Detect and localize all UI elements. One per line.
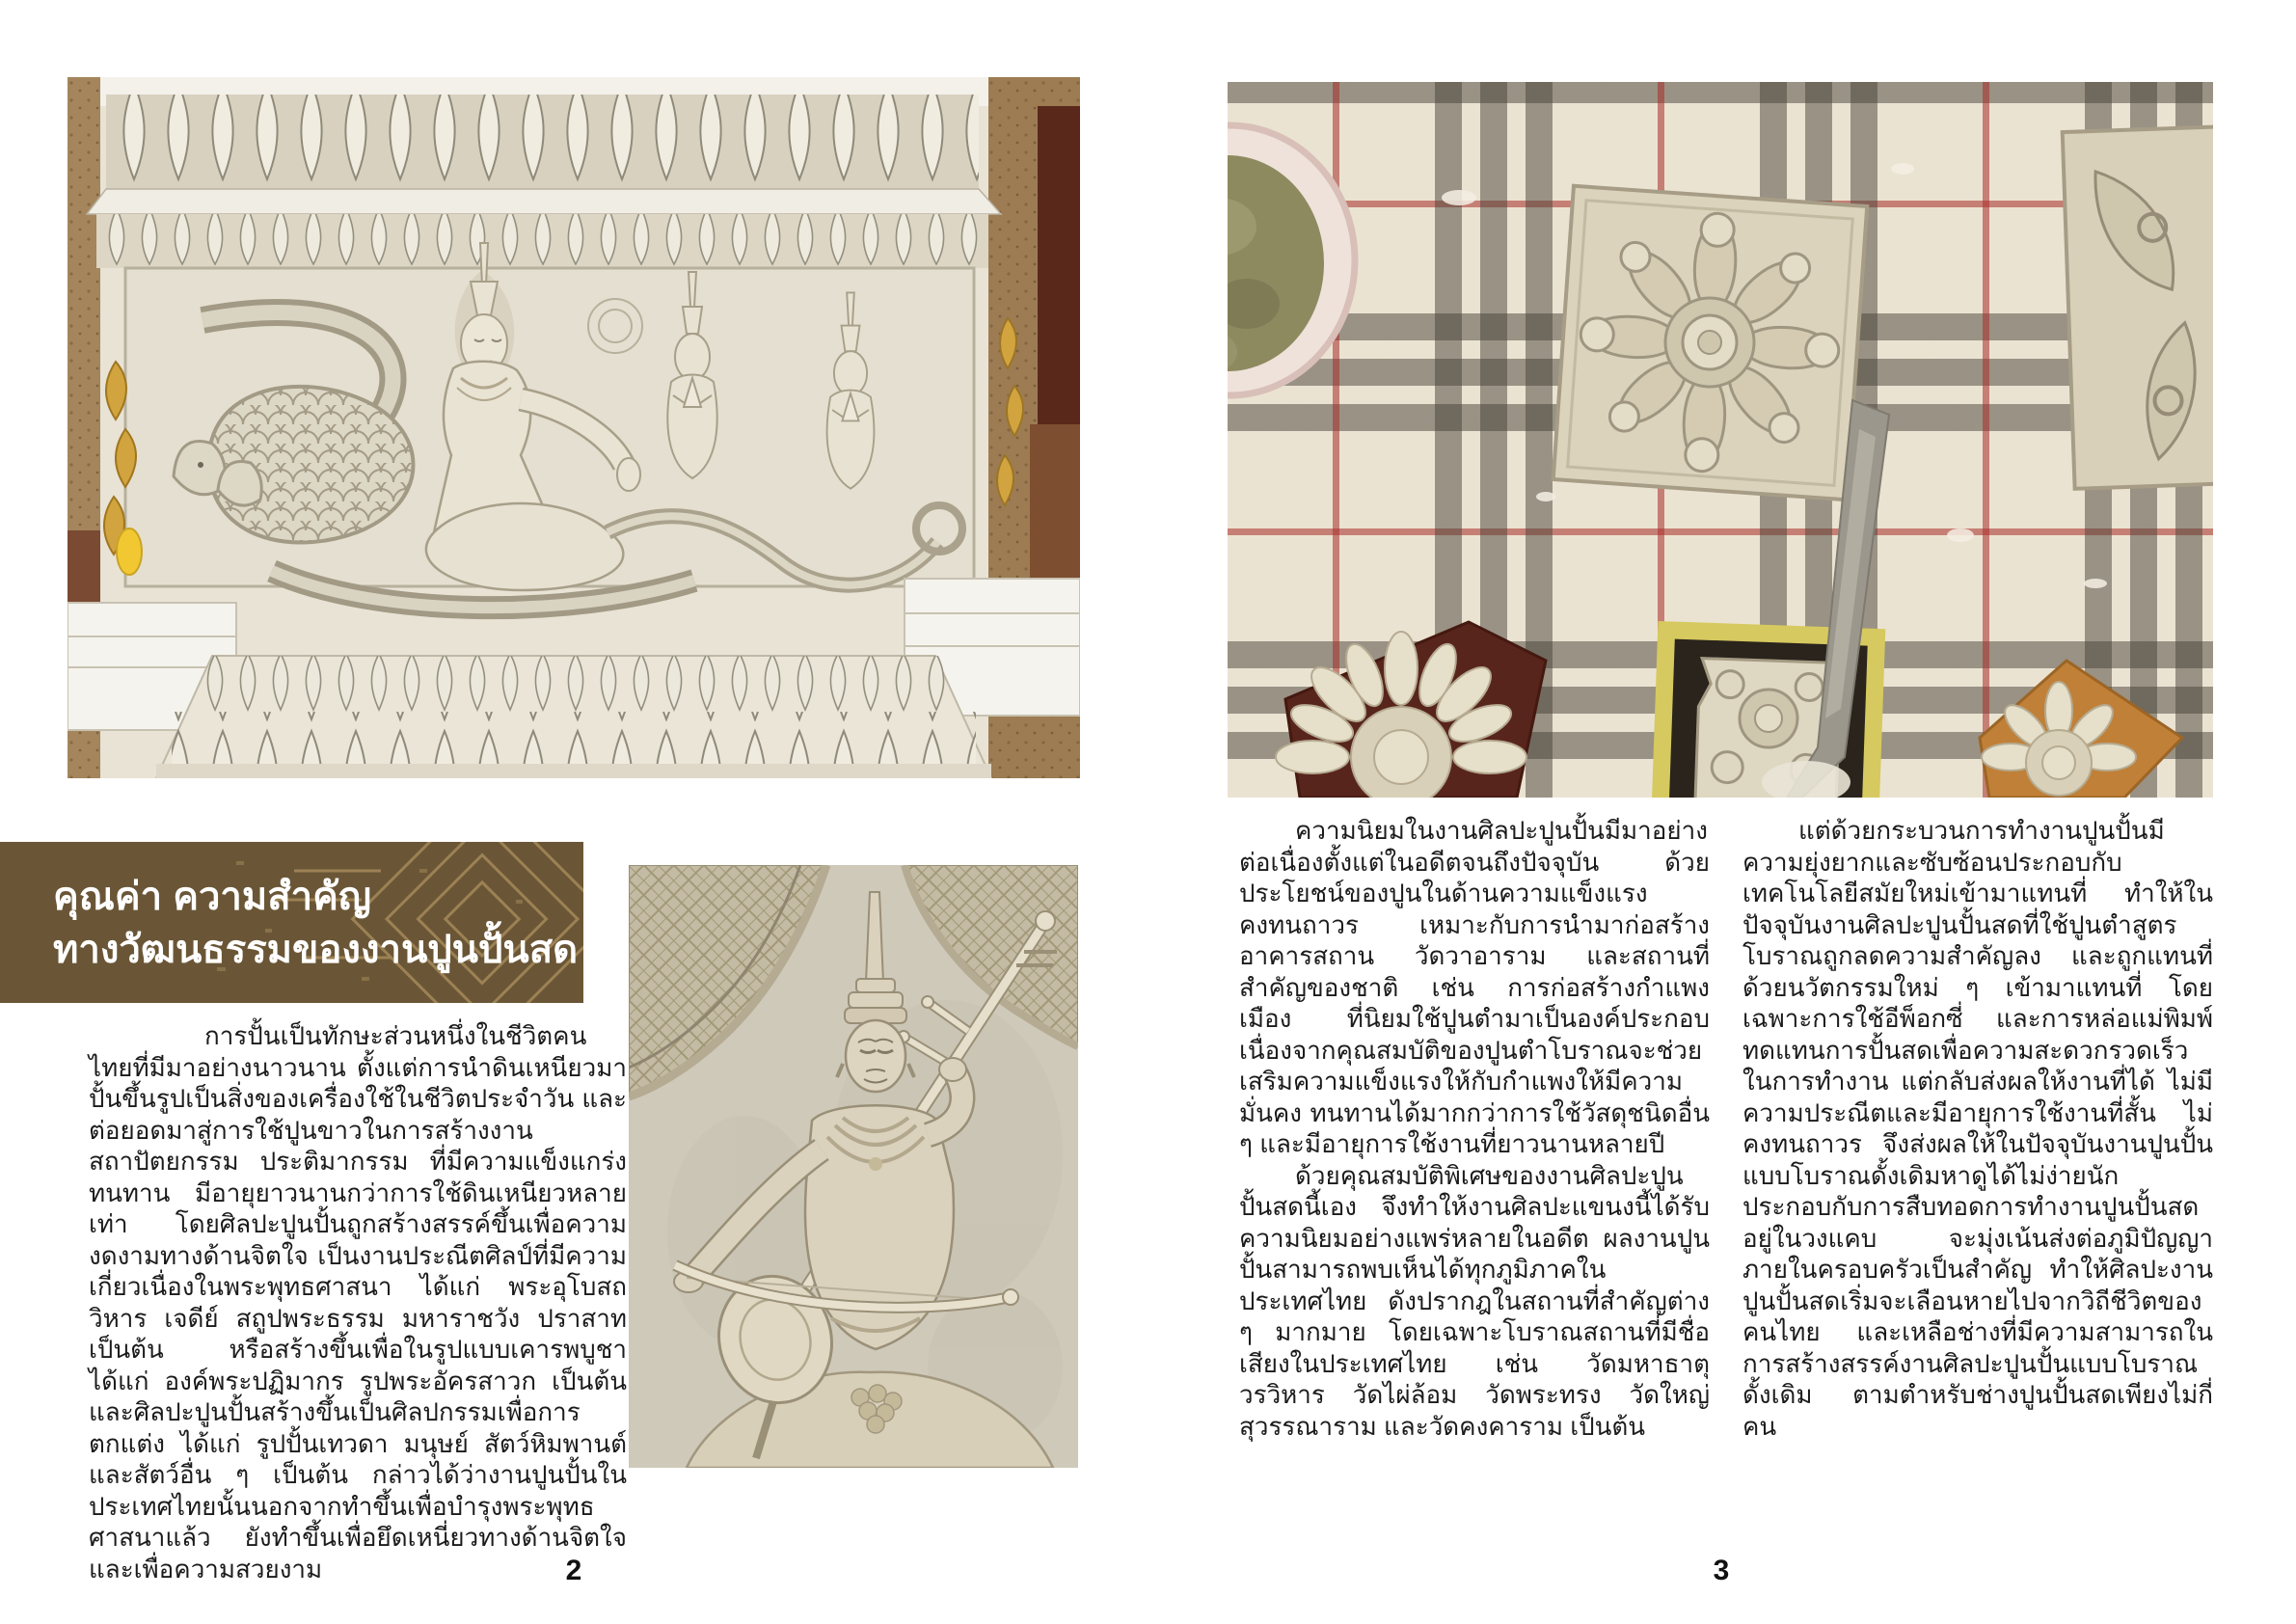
column2-paragraph-1: แต่ด้วยกระบวนการทำงานปูนปั้นมีความยุ่งยากและซับซ้อนประกอบกับเทคโนโลยีสมัยใหม่เข้ามาแทนที่ ทำให้ในปัจจุบันงานศิลปะปูนปั้นสดที่ใช้ปูนตำสูตรโบราณถูกลดความสำคัญลง และถูกแทนที่ด้วยนวัตกรรมใหม่ ๆ เข้ามาแทนที่ โดยเฉพาะการใช้อีพ็อกซี่ และการหล่อแม่พิมพ์ทดแทนการปั้นสดเพื่อความสะดวกรวดเร็วในการทำงาน แต่กลับส่งผลให้งานที่ได้ ไม่มีความประณีตและมีอายุการใช้งานที่สั้น ไม่คงทนถาวร จึงส่งผลให้ในปัจจุบันงานปูนปั้นแบบโบราณดั้งเดิมหาดูได้ไม่ง่ายนัก ประกอบกับการสืบทอดการทำงานปูนปั้นสด อยู่ในวงแคบ จะมุ่งเน้นส่งต่อภูมิปัญญาภายในครอบครัวเป็นสำคัญ ทำให้ศิลปะงานปูนปั้นสดเริ่มจะเลือนหายไปจากวิถีชีวิตของคนไทย และเหลือช่างที่มีความสามารถในการสร้างสรรค์งานศิลปะปูนปั้นแบบโบราณดั้งเดิม ตามตำหรับช่างปูนปั้นสดเพียงไม่กี่คน	[1742, 816, 2213, 1441]
right-page-column-1	[1239, 815, 1710, 1442]
right-page-column-2	[1742, 815, 2213, 1442]
pedestal-frieze	[156, 656, 991, 778]
statue-photo	[629, 865, 1078, 1468]
left-page-paragraph: การปั้นเป็นทักษะส่วนหนึ่งในชีวิตคนไทยที่มีมาอย่างนาวนาน ตั้งแต่การนำดินเหนียวมาปั้นขึ้นรูปเป็นสิ่งของเครื่องใช้ในชีวิตประจำวัน และต่อยอดมาสู่การใช้ปูนขาวในการสร้างงานสถาปัตยกรรม ประติมากรรม ที่มีความแข็งแกร่งทนทาน มีอายุยาวนานกว่าการใช้ดินเหนียวหลายเท่า โดยศิลปะปูนปั้นถูกสร้างสรรค์ขึ้นเพื่อความงดงามทางด้านจิตใจ เป็นงานประณีตศิลป์ที่มีความเกี่ยวเนื่องในพระพุทธศาสนา ได้แก่ พระอุโบสถ วิหาร เจดีย์ สถูปพระธรรม มหาราชวัง ปราสาท เป็นต้น หรือสร้างขึ้นเพื่อในรูปแบบเคารพบูชา ได้แก่ องค์พระปฏิมากร รูปพระอัครสาวก เป็นต้น และศิลปะปูนปั้นสร้างขึ้นเป็นศิลปกรรมเพื่อการตกแต่ง ได้แก่ รูปปั้นเทวดา มนุษย์ สัตว์หิมพานต์ และสัตว์อื่น ๆ เป็นต้น กล่าวได้ว่างานปูนปั้นในประเทศไทยนั้นนอกจากทำขึ้นเพื่อบำรุงพระพุทธศาสนาแล้ว ยังทำขึ้นเพื่อยึดเหนี่ยวทางด้านจิตใจ และเพื่อความสวยงาม	[89, 1021, 627, 1583]
maroon-board-relief	[1276, 622, 1546, 798]
mortar-bowl	[1228, 125, 1355, 395]
plaid-photo	[1228, 82, 2213, 798]
plaid-photo-items	[1228, 82, 2213, 798]
orange-board-relief	[1980, 661, 2182, 798]
leaf-relief	[2063, 124, 2213, 488]
page-title-line1: คุณค่า ความสำคัญ	[53, 876, 371, 918]
page-title	[0, 842, 583, 977]
relief-photo	[68, 77, 1080, 778]
page-title-line2: ทางวัฒนธรรมของงานปูนปั้นสด	[53, 929, 579, 971]
page-number-left: 2	[565, 1555, 582, 1586]
square-flower-relief	[1553, 186, 1868, 501]
page-number-right: 3	[1713, 1555, 1730, 1586]
title-box	[0, 842, 583, 1003]
relief-photo-illustration	[68, 77, 1080, 778]
column1-paragraph-1: ความนิยมในงานศิลปะปูนปั้นมีมาอย่างต่อเนื่องตั้งแต่ในอดีตจนถึงปัจจุบัน ด้วยประโยชน์ของปูนในด้านความแข็งแรง คงทนถาวร เหมาะกับการนำมาก่อสร้างอาคารสถาน วัดวาอาราม และสถานที่สำคัญของชาติ เช่น การก่อสร้างกำแพงเมือง ที่นิยมใช้ปูนตำมาเป็นองค์ประกอบ เนื่องจากคุณสมบัติของปูนตำโบราณจะช่วยเสริมความแข็งแรงให้กับกำแพงให้มีความมั่นคง ทนทานได้มากกว่าการใช้วัสดุชนิดอื่น ๆ และมีอายุการใช้งานที่ยาวนานหลายปี	[1239, 816, 1710, 1158]
top-leaf-frieze	[87, 95, 1001, 268]
statue-photo-illustration	[629, 865, 1078, 1468]
column1-paragraph-2: ด้วยคุณสมบัติพิเศษของงานศิลปะปูนปั้นสดนี้เอง จึงทำให้งานศิลปะแขนงนี้ได้รับความนิยมอย่างแพร่หลายในอดีต ผลงานปูนปั้นสามารถพบเห็นได้ทุกภูมิภาคในประเทศไทย ดังปรากฎในสถานที่สำคัญต่าง ๆ มากมาย โดยเฉพาะโบราณสถานที่มีชื่อเสียงในประเทศไทย เช่น วัดมหาธาตุวรวิหาร วัดไผ่ล้อม วัดพระทรง วัดใหญ่สุวรรณาราม และวัดคงคาราม เป็นต้น	[1239, 1160, 1710, 1441]
